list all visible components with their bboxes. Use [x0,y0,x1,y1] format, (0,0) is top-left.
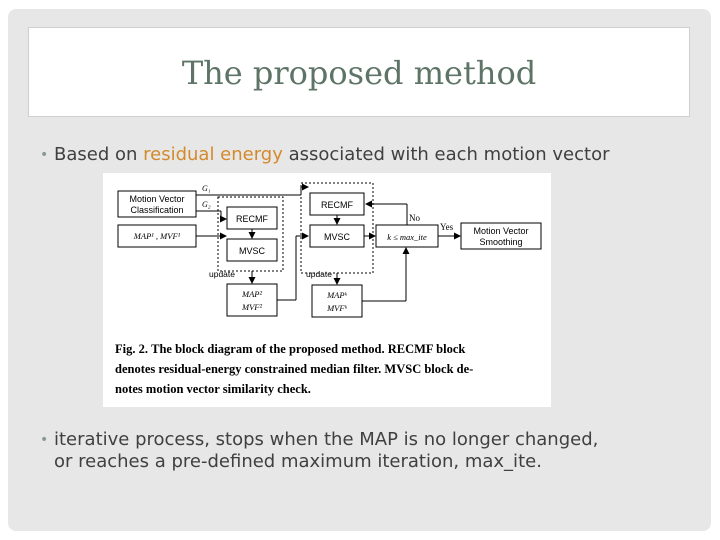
caption-line-3: notes motion vector similarity check. [115,382,311,396]
bullet-dot-icon: • [40,432,49,448]
mvf2-label: MVF² [241,302,263,312]
slide-background [8,9,711,531]
caption-line-1-text: The block diagram of the proposed method. RECMF block [151,342,466,356]
title-box [28,27,690,117]
bullet-2-line-2: or reaches a pre-defined maximum iteration, max_ite. [54,451,542,472]
mv-class-label-2: Classification [130,205,184,215]
bullet-2 [40,429,599,473]
mv-class-label-1: Motion Vector [129,194,185,204]
mv-smooth-label-1: Motion Vector [473,226,529,236]
bullet-1-post: associated with each motion vector [282,144,610,165]
g2-label: G₂ [202,200,211,209]
mvsc-label-2: MVSC [323,232,351,242]
block-diagram [103,173,551,407]
g1-label: G₁ [202,184,211,193]
bullet-1 [40,144,610,166]
caption-fig-label: Fig. 2. [115,342,148,356]
mv-smooth-label-2: Smoothing [479,237,523,247]
bullet-2-line-1: iterative process, stops when the MAP is no longer changed, [54,429,599,450]
slide-title: The proposed method [181,54,537,92]
caption-line-2: denotes residual-energy constrained median filter. MVSC block de- [115,362,474,376]
recmf-label-1: RECMF [236,214,268,224]
yes-label: Yes [440,222,454,232]
no-label: No [409,213,420,223]
recmf-label-2: RECMF [321,200,353,210]
condition-label: k ≤ max_ite [387,232,427,242]
update-label-1: update [209,269,235,279]
bullet-dot-icon: • [40,147,49,163]
update-label-2: update [306,269,332,279]
bullet-1-pre: Based on [54,144,144,165]
bullet-1-highlight: residual energy [143,144,283,165]
mvfk-label: MVFᵏ [327,303,347,313]
map2-label: MAP² [241,289,263,299]
caption-line-1 [115,342,465,356]
mapk-label: MAPᵏ [327,290,347,300]
block-diagram-figure [103,173,551,407]
map1-mvf1-label: MAP¹ , MVF¹ [133,231,181,241]
mvsc-label-1: MVSC [238,246,266,256]
